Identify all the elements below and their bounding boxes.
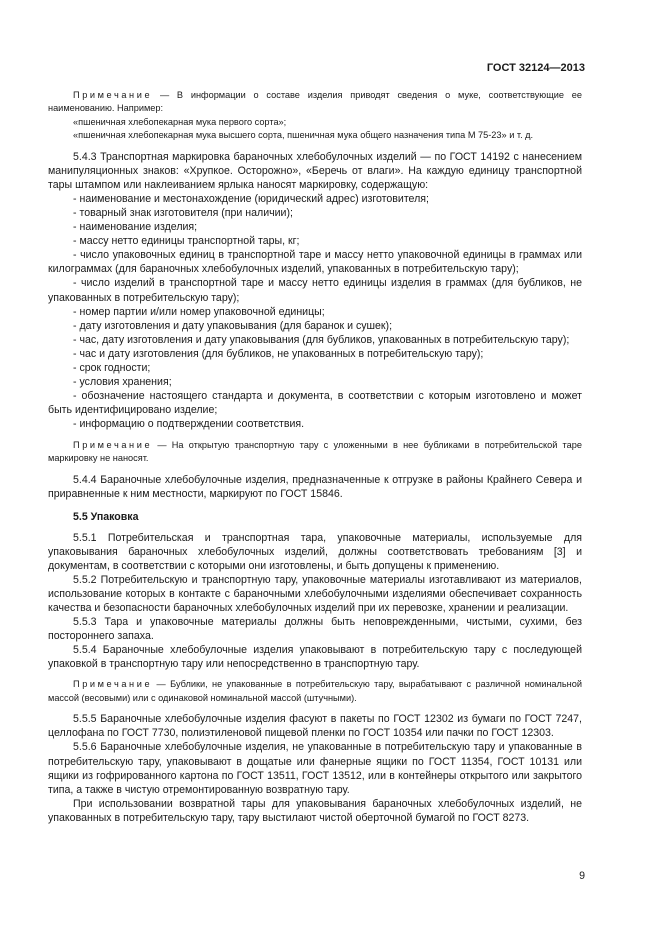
list-item: - срок годности;: [73, 362, 151, 375]
list-item: - товарный знак изготовителя (при наличии);: [73, 207, 293, 219]
list-item: - наименование изделия;: [73, 221, 198, 234]
list-item: - номер партии и/или номер упаковочной единицы;: [73, 305, 325, 318]
clause-5-4-4: 5.4.4 Бараночные хлебобулочные изделия, предназначенные к отгрузке в районы Крайнего Севера и приравненные к ним местности, маркируют по ГОСТ 15846.: [48, 474, 582, 501]
clause-5-4-3: 5.4.3 Транспортная маркировка бараночных хлебобулочных изделий — по ГОСТ 14192 с нанесением манипуляционных знаков: «Хрупкое. Осторожно», «Беречь от влаги». На каждую единицу транспортной тары штампом или наклеиванием ярлыка наносят маркировку, содержащую:: [48, 150, 582, 191]
note-label: Примечание: [73, 90, 153, 100]
note-composition: [48, 89, 582, 116]
clause-5-5-5: 5.5.5 Бараночные хлебобулочные изделия фасуют в пакеты по ГОСТ 12302 из бумаги по ГОСТ 7247, целлофана по ГОСТ 7730, полиэтиленовой пищевой пленки по ГОСТ 10354 или пачки по ГОСТ 12303.: [48, 713, 582, 740]
note-example: «пшеничная хлебопекарная мука высшего сорта, пшеничная мука общего назначения типа М 75-23» и т. д.: [73, 130, 534, 141]
list-item: - час и дату изготовления (для бубликов, не упакованных в потребительскую тару);: [73, 347, 484, 360]
clause-5-5-4: 5.5.4 Бараночные хлебобулочные изделия упаковывают в потребительскую тару с последующей упаковкой в транспортную тару или непосредственно в транспортную тару.: [48, 644, 582, 671]
list-item: - условия хранения;: [73, 376, 172, 389]
list-item: - информацию о подтверждении соответствия.: [73, 418, 305, 431]
note-text: — На открытую транспортную тару с уложенными в нее бубликами в потребительской таре маркировку не наносят.: [48, 439, 582, 463]
note-text: — В информации о составе изделия приводят сведения о муке, соответствующие ее наименованию. Например:: [48, 90, 582, 114]
clause-5-5-6: 5.5.6 Бараночные хлебобулочные изделия, не упакованные в потребительскую тару и упакованные в потребительскую тару, упаковывают в дощатые или фанерные ящики по ГОСТ 11354, ГОСТ 10131 или ящики из гофрированного картона по ГОСТ 13511, ГОСТ 13512, или в контейнеры открытого или закрытого типа, а также в чистую отремонтированную возвратную тару.: [48, 741, 582, 796]
list-item: - наименование и местонахождение (юридический адрес) изготовителя;: [73, 192, 429, 205]
note-label: Примечание: [73, 679, 153, 690]
clause-5-5-2: 5.5.2 Потребительскую и транспортную тару, упаковочные материалы изготавливают из материалов, использование которых в контакте с бараночными хлебобулочными изделиями обеспечивает сохранность качества и безопасности бараночных хлебобулочных изделий при их перевозке, хранении и реализации.: [48, 573, 582, 614]
list-item: - число упаковочных единиц в транспортной таре и массу нетто упаковочной единицы в граммах или килограммах (для бараночных хлебобулочных изделий, упакованных в потребительскую тару);: [48, 249, 582, 276]
paragraph-returnable-tare: При использовании возвратной тары для упаковывания бараночных хлебобулочных изделий, не упакованных в потребительскую тару, тару выстилают чистой оберточной бумагой по ГОСТ 8273.: [48, 797, 582, 824]
note-transport: [48, 439, 582, 466]
note-text: — Бублики, не упакованные в потребительскую тару, вырабатывают с различной номинальной массой (весовыми) или с одинаковой номинальной массой (штучными).: [48, 679, 582, 703]
page-number: 9: [579, 870, 585, 882]
list-item: - массу нетто единицы транспортной тары, кг;: [73, 235, 300, 248]
page-content: [48, 89, 582, 825]
clause-5-5-1: 5.5.1 Потребительская и транспортная тара, упаковочные материалы, используемые для упаковывания бараночных хлебобулочных изделий, должны соответствовать требованиям [3] и документам, в соответствии с которыми они изготовлены, и быть допущены к применению.: [48, 531, 582, 572]
note-example: «пшеничная хлебопекарная мука первого сорта»;: [73, 116, 287, 127]
note-packaging: [48, 678, 582, 705]
note-label: Примечание: [73, 439, 153, 450]
list-item: - число изделий в транспортной таре и массу нетто единицы изделия в граммах (для бубликов, не упакованных в потребительскую тару);: [48, 277, 582, 304]
list-item: - час, дату изготовления и дату упаковывания (для бубликов, упакованных в потребительскую тару);: [73, 333, 570, 346]
document-code: ГОСТ 32124—2013: [486, 62, 585, 74]
clause-5-5-3: 5.5.3 Тара и упаковочные материалы должны быть неповрежденными, чистыми, сухими, без постороннего запаха.: [48, 616, 582, 643]
list-item: - дату изготовления и дату упаковывания (для баранок и сушек);: [73, 319, 393, 332]
list-item: - обозначение настоящего стандарта и документа, в соответствии с которым изготовлено и может быть идентифицировано изделие;: [48, 390, 582, 417]
section-heading: 5.5 Упаковка: [73, 510, 139, 523]
